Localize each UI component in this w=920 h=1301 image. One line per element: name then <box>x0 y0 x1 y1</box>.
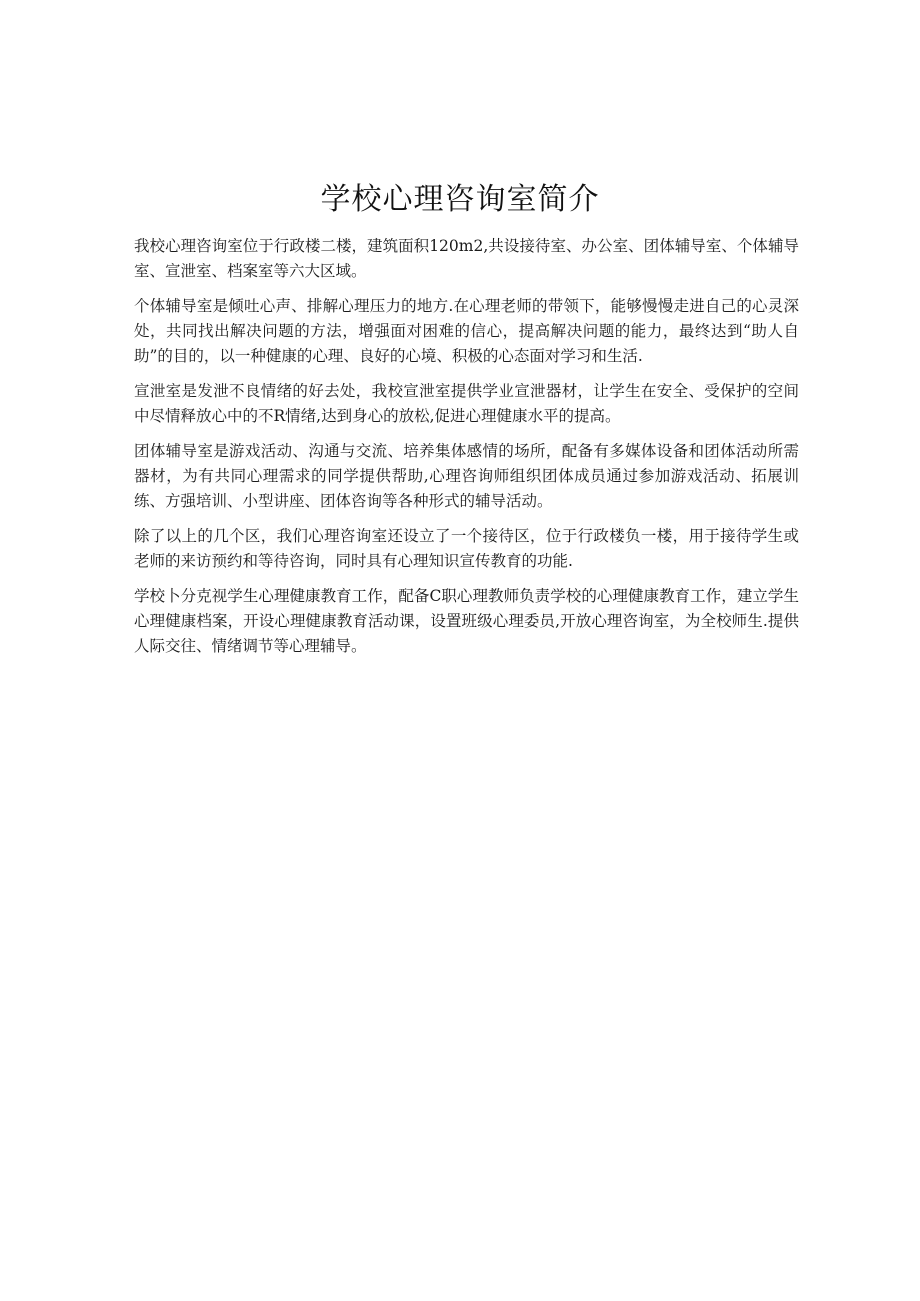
paragraph-reception-area: 除了以上的几个区，我们心理咨询室还设立了一个接待区，位于行政楼负一楼，用于接待学生或老师的来访预约和等待咨询，同时具有心理知识宣传教育的功能. <box>134 527 799 570</box>
document-body <box>134 234 799 669</box>
paragraph-school-commitment: 学校卜分克视学生心理健康教育工作，配备C职心理教师负责学校的心理健康教育工作，建立学生心理健康档案，开设心理健康教育活动课，设置班级心理委员,开放心理咨询室，为全校师生.提供人际交往、情绪调节等心理辅导。 <box>134 587 799 655</box>
paragraph-group-counseling: 团体辅导室是游戏活动、沟通与交流、培养集体感情的场所，配备有多媒体设备和团体活动所需器材，为有共同心理需求的同学提供帮助,心理咨询师组织团体成员通过参加游戏活动、拓展训练、方强培训、小型讲座、团体咨询等各种形式的辅导活动。 <box>134 442 799 510</box>
paragraph-venting-room: 宣泄室是发泄不良情绪的好去处，我校宣泄室提供学业宣泄器材，让学生在安全、受保护的空间中尽情释放心中的不R情绪,达到身心的放松,促进心理健康水平的提高。 <box>134 382 799 425</box>
paragraph-individual-counseling: 个体辅导室是倾吐心声、排解心理压力的地方.在心理老师的带领下，能够慢慢走进自己的心灵深处，共同找出解决问题的方法，增强面对困难的信心，提高解决问题的能力，最终达到“助人自助”的目的，以一种健康的心理、良好的心境、积极的心态面对学习和生活. <box>134 297 799 365</box>
document-title: 学校心理咨询室简介 <box>320 182 600 217</box>
paragraph-overview: 我校心理咨询室位于行政楼二楼，建筑面积120m2,共设接待室、办公室、团体辅导室、个体辅导室、宣泄室、档案室等六大区域。 <box>134 237 799 280</box>
